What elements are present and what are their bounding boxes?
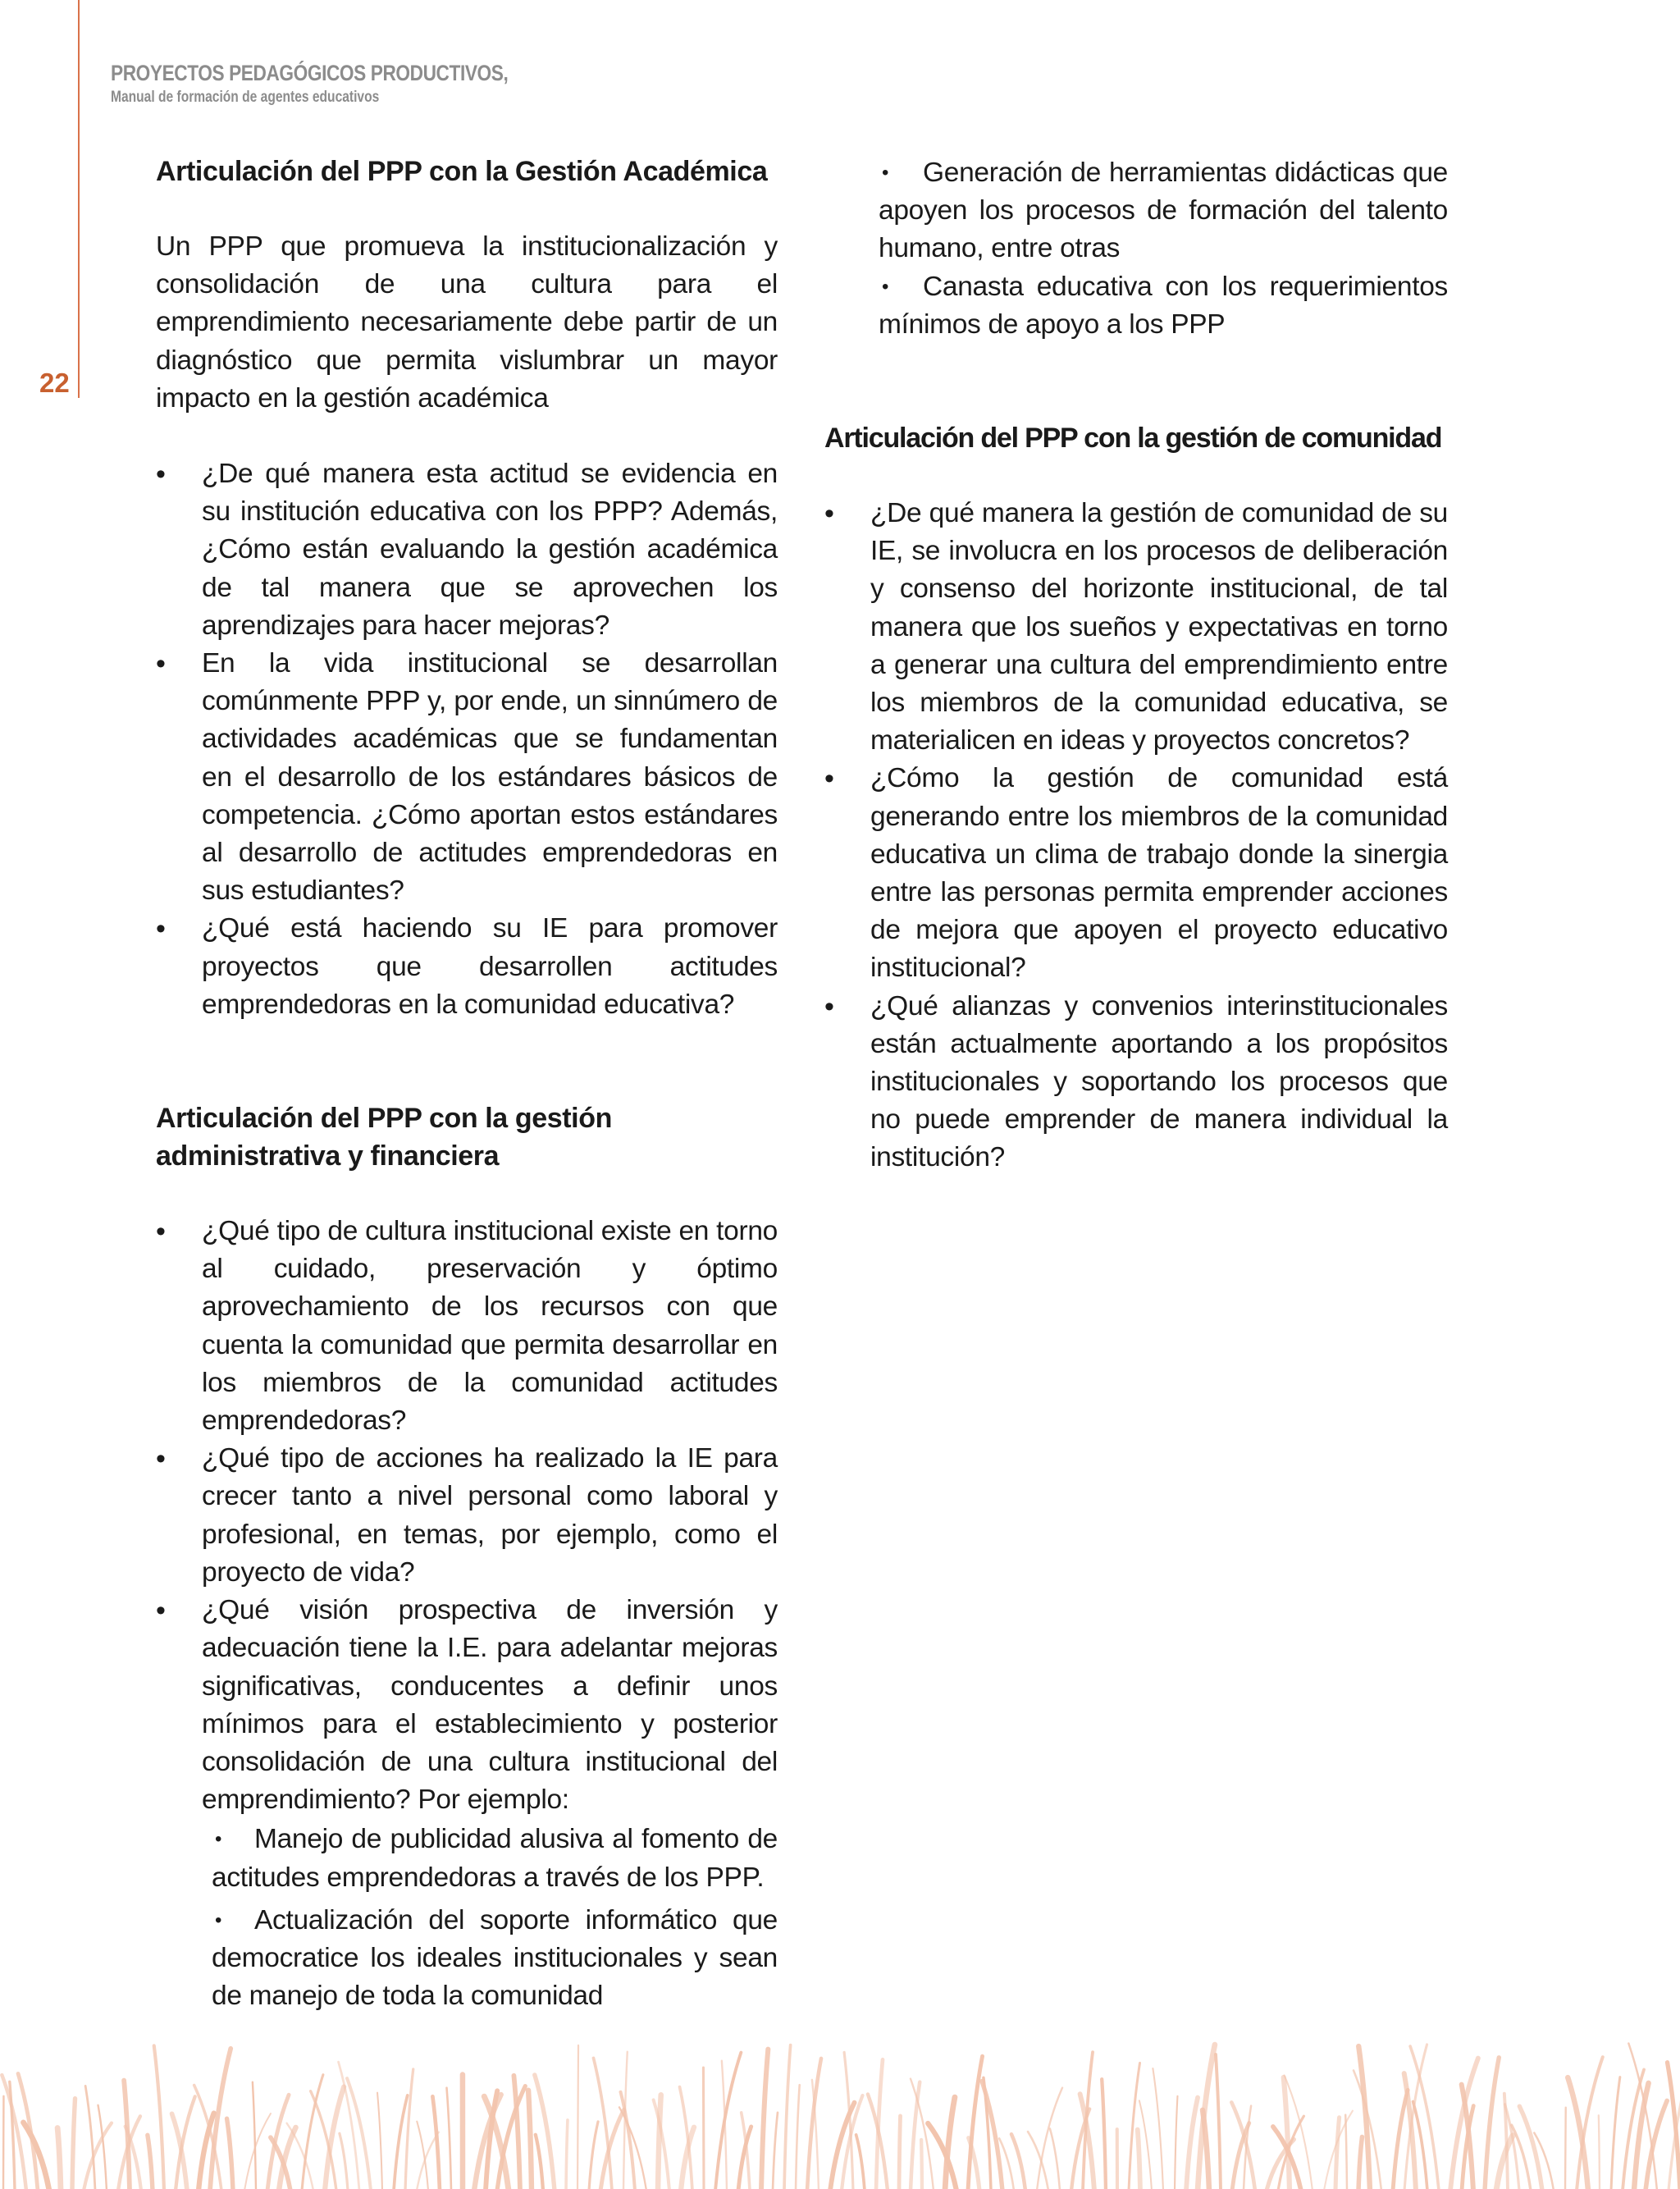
list-item: • ¿De qué manera la gestión de comunidad de su IE, se involucra en los procesos de deliberación y consenso del horizonte institucional, de tal manera que los sueños y expectativas en torno a generar una cultura del emprendimiento entre los miembros de la comunidad educativa, se materialicen en ideas y proyectos concretos? xyxy=(824,495,1448,760)
grass-blade xyxy=(405,2069,413,2189)
grass-blade xyxy=(1284,2077,1290,2189)
left-column xyxy=(156,153,778,2015)
sub-list-item: • Generación de herramientas didácticas que apoyen los procesos de formación del talento humano, entre otras xyxy=(879,158,1448,264)
section-heading-comunidad: Articulación del PPP con la gestión de comunidad xyxy=(824,423,1442,455)
list-item: • ¿Qué tipo de cultura institucional existe en torno al cuidado, preservación y óptimo aprovechamiento de los recursos con que cuenta la comunidad que permita desarrollar en los miembros de la comunidad actitudes emprendedoras? xyxy=(156,1213,778,1440)
grass-blade xyxy=(796,2085,800,2189)
grass-blade xyxy=(1358,2136,1362,2189)
grass-blade xyxy=(84,2123,112,2189)
grass-blade xyxy=(715,2053,741,2189)
grass-blade xyxy=(1102,2079,1106,2189)
grass-blade xyxy=(982,2082,1002,2189)
academica-question-list xyxy=(156,455,778,1024)
grass-blade xyxy=(1345,2115,1347,2189)
list-item: • ¿Qué tipo de acciones ha realizado la IE para crecer tanto a nivel personal como laboral y profesional, en temas, por ejemplo, como el proyecto de vida? xyxy=(156,1440,778,1592)
grass-blade xyxy=(761,2050,768,2189)
administrativa-question-list xyxy=(156,1213,778,1819)
grass-blade xyxy=(703,2068,704,2189)
right-column xyxy=(824,153,1448,1177)
comunidad-question-list xyxy=(824,495,1448,1177)
grass-blade xyxy=(1175,2096,1177,2189)
grass-blade xyxy=(1011,2134,1025,2189)
grass-blade xyxy=(347,2078,371,2189)
grass-blade xyxy=(807,2059,821,2189)
example-sub-list-continued xyxy=(824,154,1448,344)
grass-blade xyxy=(784,2045,791,2189)
grass-blade xyxy=(911,2082,920,2189)
grass-blade xyxy=(253,2082,256,2189)
grass-blade xyxy=(154,2045,164,2189)
sub-list-item: • Manejo de publicidad alusiva al fomento de actitudes emprendedoras a través de los PPP. xyxy=(212,1824,778,1893)
grass-blade xyxy=(1611,2077,1620,2189)
list-item: • ¿De qué manera esta actitud se evidencia en su institución educativa con los PPP? Además, ¿Cómo están evaluando la gestión académica de tal manera que se aprovechen los aprendizajes para hacer mejoras? xyxy=(156,455,778,645)
list-item: • ¿Qué alianzas y convenios interinstitucionales están actualmente aportando a los propósitos institucionales y soportando los procesos que no puede emprender de manera individual la institución? xyxy=(824,988,1448,1177)
grass-blade xyxy=(589,2122,598,2189)
grass-blade xyxy=(1496,2136,1513,2189)
sub-list-item: • Canasta educativa con los requerimientos mínimos de apoyo a los PPP xyxy=(879,271,1448,340)
list-item-text: ¿Qué visión prospectiva de inversión y adecuación tiene la I.E. para adelantar mejoras significativas, conducentes a definir unos mínimos para el establecimiento y posterior consolidación de una cultura institucional del emprendimiento? Por ejemplo: xyxy=(202,1595,778,1816)
grass-blade xyxy=(1138,2130,1140,2189)
grass-blade xyxy=(340,2133,348,2189)
header-subtitle: Manual de formación de agentes educativos xyxy=(111,89,380,106)
grass-blade xyxy=(514,2076,520,2189)
grass-blade xyxy=(1203,2110,1209,2189)
grass-blade xyxy=(244,2114,271,2189)
margin-rule xyxy=(78,0,80,398)
sub-list-item: • Actualización del soporte informático que democratice los ideales institucionales y sean de manejo de toda la comunidad xyxy=(212,1904,778,2012)
grass-blade xyxy=(528,2091,532,2189)
list-item: • ¿Qué está haciendo su IE para promover proyectos que desarrollen actitudes emprendedoras en la comunidad educativa? xyxy=(156,910,778,1024)
grass-blade xyxy=(1599,2115,1600,2189)
intro-paragraph: Un PPP que promueva la institucionalización y consolidación de una cultura para el emprendimiento necesariamente debe partir de un diagnóstico que permita vislumbrar un mayor impacto en la gestión académica xyxy=(156,231,778,414)
grass-blade xyxy=(1565,2108,1566,2189)
grass-blade xyxy=(148,2135,153,2189)
section-heading-academica: Articulación del PPP con la Gestión Académica xyxy=(156,156,768,187)
grass-blade xyxy=(921,2140,922,2189)
grass-blade xyxy=(566,2120,568,2189)
grass-blade xyxy=(72,2099,75,2189)
list-item: • En la vida institucional se desarrollan comúnmente PPP y, por ende, un sinnúmero de actividades académicas que se fundamentan en el desarrollo de los estándares básicos de competencia. ¿Cómo aportan estos estándares al desarrollo de actitudes emprendedoras en sus estudiantes? xyxy=(156,645,778,910)
grass-blade xyxy=(1050,2128,1060,2189)
grass-blade xyxy=(377,2093,382,2189)
grass-blade xyxy=(773,2113,778,2189)
grass-blade xyxy=(899,2116,901,2189)
grass-blade xyxy=(302,2075,323,2189)
example-sub-list xyxy=(156,1821,778,2015)
grass-blade xyxy=(1485,2058,1499,2189)
running-header xyxy=(111,61,584,107)
grass-blade xyxy=(1519,2106,1542,2189)
section-heading-administrativa: Articulación del PPP con la gestión administrativa y financiera xyxy=(156,1103,612,1172)
grass-blade xyxy=(432,2096,440,2189)
grass-blade xyxy=(856,2135,865,2189)
grass-blade xyxy=(1153,2068,1163,2189)
grass-blade xyxy=(536,2135,543,2189)
grass-blade xyxy=(535,2075,555,2189)
list-item: • ¿Cómo la gestión de comunidad está generando entre los miembros de la comunidad educativa un clima de trabajo donde la sinergia entre las personas permita emprender acciones de mejora que apoyen el proyecto educativo institucional? xyxy=(824,760,1448,987)
grass-blade xyxy=(227,2118,233,2189)
grass-blade xyxy=(1216,2054,1221,2189)
list-item xyxy=(156,1592,778,1819)
grass-blade xyxy=(447,2088,451,2189)
page-number: 22 xyxy=(39,368,70,398)
grass-decoration xyxy=(0,2033,1680,2189)
grass-blade xyxy=(1335,2118,1340,2189)
header-title: PROYECTOS PEDAGÓGICOS PRODUCTIVOS, xyxy=(111,61,509,85)
grass-blade xyxy=(57,2128,61,2189)
grass-blade xyxy=(658,2095,661,2189)
